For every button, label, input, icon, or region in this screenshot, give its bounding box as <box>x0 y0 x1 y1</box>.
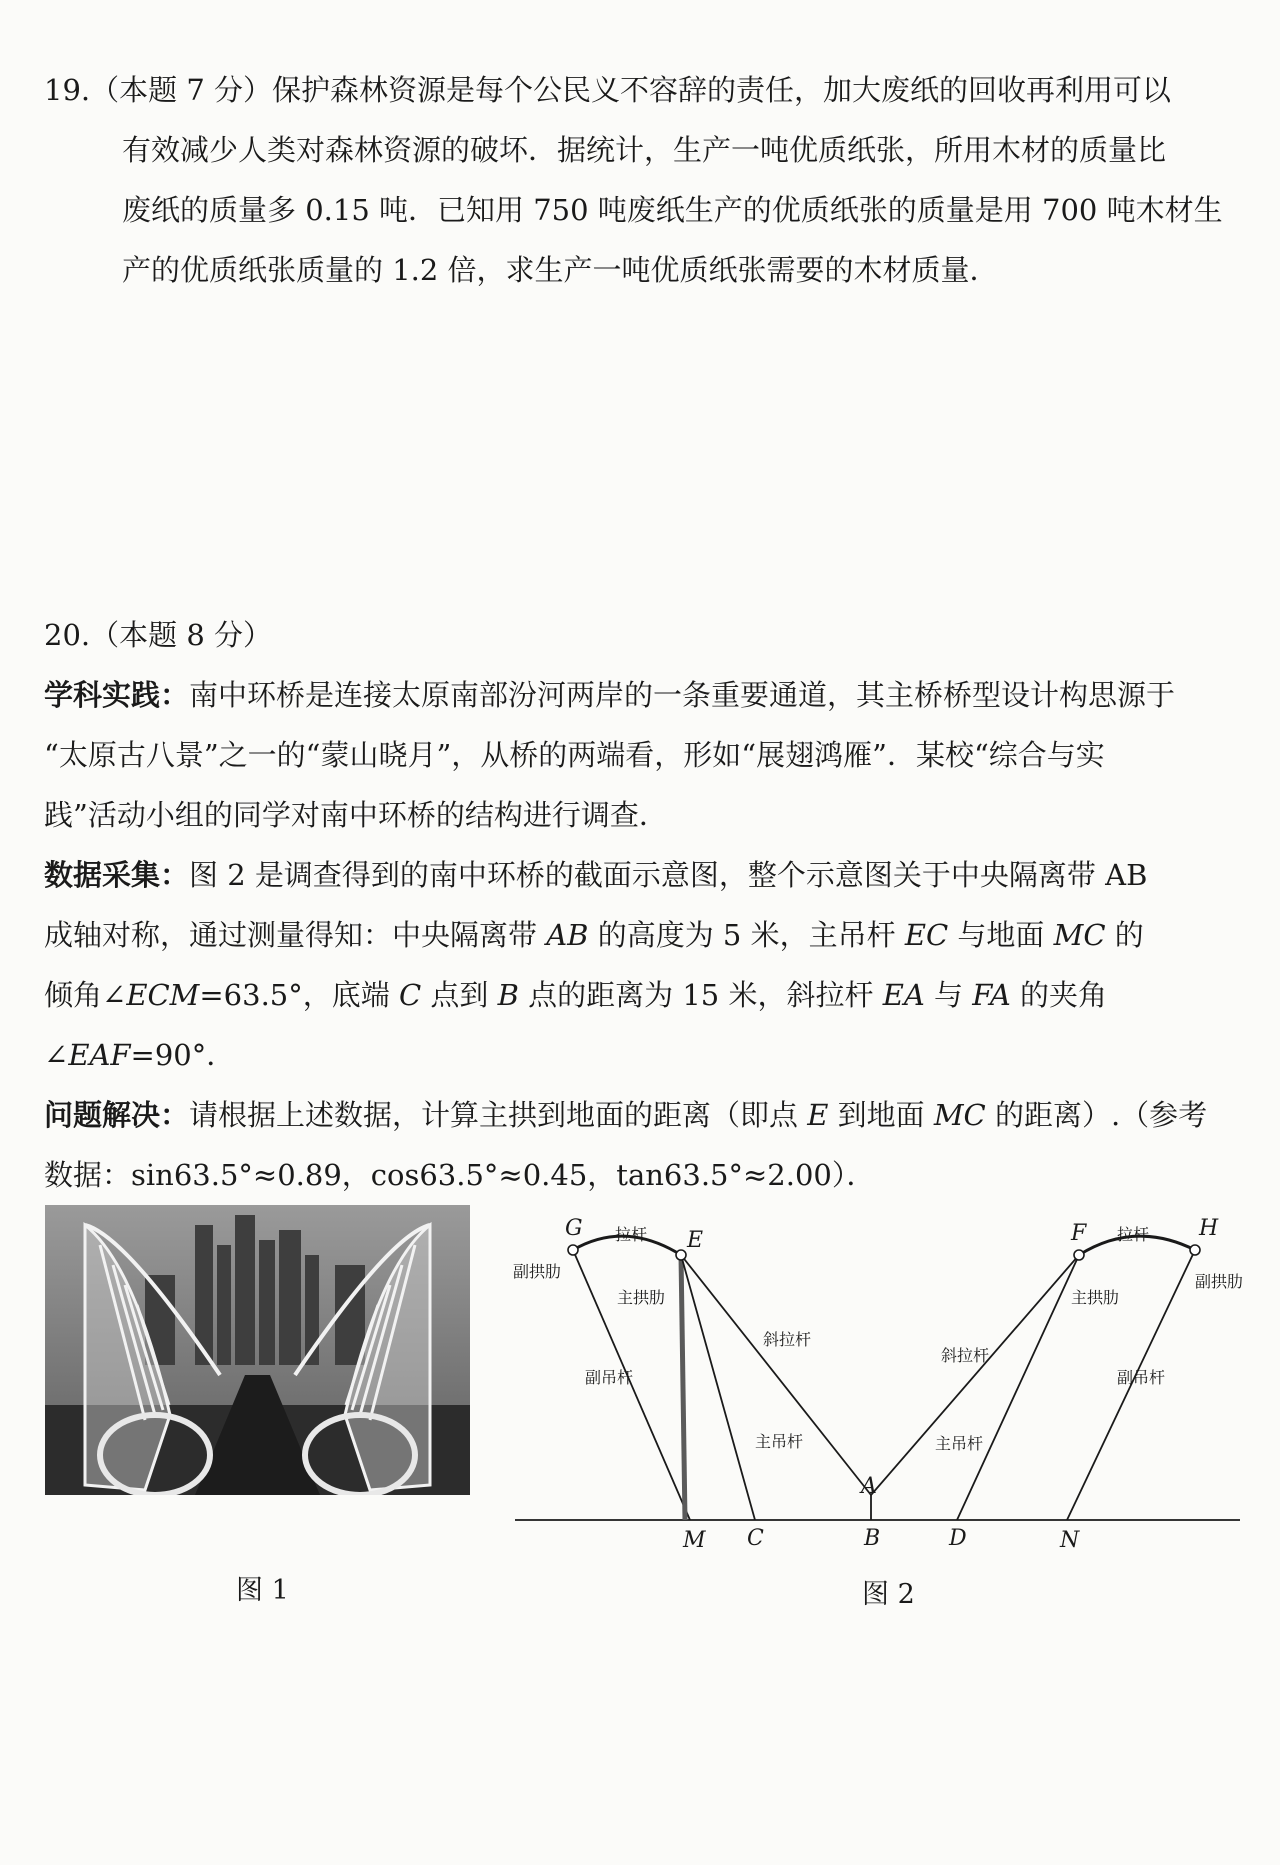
point-g-marker <box>568 1245 578 1255</box>
q20-data-line-2: 成轴对称，通过测量得知：中央隔离带 AB 的高度为 5 米，主吊杆 EC 与地面 MC 的 <box>44 918 1144 952</box>
q20-practice-line-3: 践”活动小组的同学对南中环桥的结构进行调查． <box>44 798 668 832</box>
figure-1-caption: 图 1 <box>236 1575 289 1606</box>
question-19 <box>44 60 1244 300</box>
q20-practice-line-2: “太原古八景”之一的“蒙山晓月”，从桥的两端看，形如“展翅鸿雁”．某校“综合与实 <box>44 738 1105 772</box>
label-tie-rod-right: 拉杆 <box>1117 1225 1150 1244</box>
q20-header: 20.（本题 8 分） <box>44 618 273 652</box>
right-main-hanger <box>957 1255 1079 1520</box>
q19-line-1: 19.（本题 7 分）保护森林资源是每个公民义不容辞的责任，加大废纸的回收再利用可以 <box>44 73 1172 107</box>
q20-data-line-1 <box>44 845 1244 905</box>
practice-label: 学科实践： <box>44 678 190 712</box>
left-cable <box>681 1255 871 1495</box>
label-main-hanger-left: 主吊杆 <box>755 1432 804 1451</box>
question-20 <box>44 605 1244 1205</box>
label-g: G <box>565 1216 583 1241</box>
q19-line-2: 有效减少人类对森林资源的破坏．据统计，生产一吨优质纸张，所用木材的质量比 <box>122 133 1167 167</box>
label-m: M <box>683 1528 706 1553</box>
solve-label: 问题解决： <box>44 1098 190 1132</box>
figure-1-photo <box>45 1205 470 1495</box>
label-b: B <box>864 1526 881 1551</box>
label-tie-rod-left: 拉杆 <box>615 1225 648 1244</box>
point-h-marker <box>1190 1245 1200 1255</box>
label-sub-rib-left: 副拱肋 <box>513 1262 562 1281</box>
practice-text-1: 南中环桥是连接太原南部汾河两岸的一条重要通道，其主桥桥型设计构思源于 <box>189 678 1176 712</box>
q20-solve-line-2: 数据：sin63.5°≈0.89，cos63.5°≈0.45，tan63.5°≈2.00）． <box>44 1158 876 1192</box>
left-main-hanger <box>681 1255 755 1520</box>
label-d: D <box>949 1526 967 1551</box>
q20-practice-line-1 <box>44 665 1244 725</box>
q20-solve-line-1: 问题解决：请根据上述数据，计算主拱到地面的距离（即点 E 到地面 MC 的距离）.（参考 <box>44 1098 1208 1132</box>
right-cable <box>871 1255 1079 1495</box>
q19-line-4: 产的优质纸张质量的 1.2 倍，求生产一吨优质纸张需要的木材质量． <box>122 253 999 287</box>
q19-line-3: 废纸的质量多 0.15 吨．已知用 750 吨废纸生产的优质纸张的质量是用 700 吨木材生 <box>122 193 1223 227</box>
label-h: H <box>1199 1216 1219 1241</box>
label-main-hanger-right: 主吊杆 <box>935 1434 984 1453</box>
label-c: C <box>747 1526 764 1551</box>
label-n: N <box>1060 1528 1080 1553</box>
figure-2-diagram <box>505 1195 1245 1555</box>
q20-data-line-3: 倾角∠ECM=63.5°，底端 C 点到 B 点的距离为 15 米，斜拉杆 EA 与 FA 的夹角∠EAF=90°． <box>44 978 1108 1072</box>
label-main-rib-left: 主拱肋 <box>617 1288 666 1307</box>
label-sub-hanger-left: 副吊杆 <box>585 1368 634 1387</box>
label-f: F <box>1071 1221 1087 1246</box>
label-cable-left: 斜拉杆 <box>763 1330 812 1349</box>
point-f-marker <box>1074 1250 1084 1260</box>
left-main-rib <box>681 1255 685 1520</box>
label-main-rib-right: 主拱肋 <box>1071 1288 1120 1307</box>
data-text-1: 图 2 是调查得到的南中环桥的截面示意图，整个示意图关于中央隔离带 AB <box>189 858 1148 892</box>
label-a: A <box>861 1474 877 1499</box>
figure-2-caption: 图 2 <box>862 1579 915 1610</box>
data-label: 数据采集： <box>44 858 190 892</box>
label-cable-right: 斜拉杆 <box>941 1346 990 1365</box>
label-sub-hanger-right: 副吊杆 <box>1117 1368 1166 1387</box>
point-e-marker <box>676 1250 686 1260</box>
label-sub-rib-right: 副拱肋 <box>1195 1272 1244 1291</box>
label-e: E <box>687 1228 704 1253</box>
